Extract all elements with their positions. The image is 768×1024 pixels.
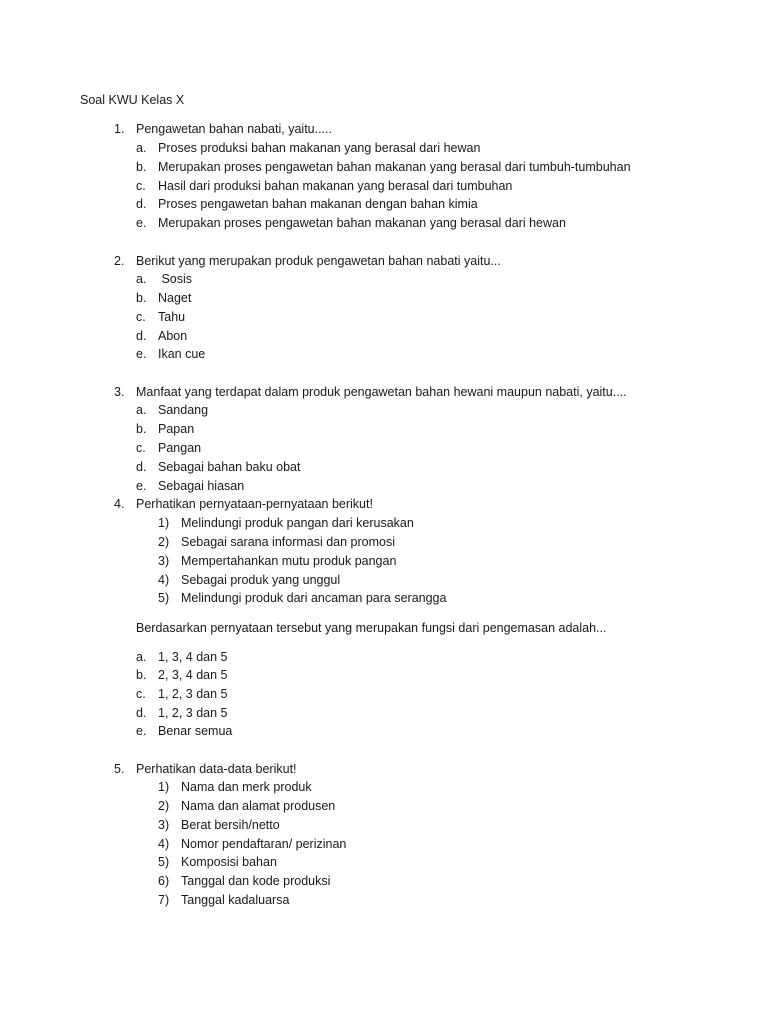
statement-text: Nama dan alamat produsen <box>181 799 336 813</box>
statement-label: 6) <box>158 874 170 888</box>
statement-label: 4) <box>158 573 170 587</box>
option-text: Hasil dari produksi bahan makanan yang berasal dari tumbuhan <box>158 179 513 193</box>
statement-text: Melindungi produk dari ancaman para serangga <box>181 591 447 605</box>
option-label: b. <box>136 291 147 305</box>
statement-label: 1) <box>158 780 170 794</box>
option-text: 1, 2, 3 dan 5 <box>158 687 228 701</box>
statement-label: 2) <box>158 799 170 813</box>
option-label: e. <box>136 347 147 361</box>
option-label: c. <box>136 441 146 455</box>
option-label: e. <box>136 216 147 230</box>
option-text: Merupakan proses pengawetan bahan makanan yang berasal dari tumbuh-tumbuhan <box>158 160 631 174</box>
document-title: Soal KWU Kelas X <box>80 93 185 107</box>
statement-label: 3) <box>158 554 170 568</box>
option-text: Proses produksi bahan makanan yang berasal dari hewan <box>158 141 481 155</box>
question-number: 5. <box>114 762 125 776</box>
question-number: 3. <box>114 385 125 399</box>
option-text: Naget <box>158 291 192 305</box>
option-text: Pangan <box>158 441 202 455</box>
option-label: a. <box>136 403 147 417</box>
option-label: a. <box>136 141 147 155</box>
option-label: d. <box>136 460 147 474</box>
statement-label: 7) <box>158 893 170 907</box>
question-text: Manfaat yang terdapat dalam produk pengawetan bahan hewani maupun nabati, yaitu.... <box>136 385 627 399</box>
statement-text: Sebagai produk yang unggul <box>181 573 341 587</box>
option-text: Ikan cue <box>158 347 206 361</box>
option-label: d. <box>136 329 147 343</box>
option-text: 1, 2, 3 dan 5 <box>158 706 228 720</box>
question-text: Perhatikan pernyataan-pernyataan berikut! <box>136 497 373 511</box>
option-label: a. <box>136 272 147 286</box>
statement-text: Melindungi produk pangan dari kerusakan <box>181 516 414 530</box>
option-label: b. <box>136 668 147 682</box>
option-text: Abon <box>158 329 188 343</box>
option-text: Merupakan proses pengawetan bahan makanan yang berasal dari hewan <box>158 216 566 230</box>
option-label: d. <box>136 706 147 720</box>
statement-text: Komposisi bahan <box>181 855 277 869</box>
option-text: Sebagai hiasan <box>158 479 245 493</box>
option-text: Benar semua <box>158 724 233 738</box>
option-text: Sosis <box>158 272 193 286</box>
question-text: Berikut yang merupakan produk pengawetan bahan nabati yaitu... <box>136 254 501 268</box>
option-label: e. <box>136 479 147 493</box>
question-text: Perhatikan data-data berikut! <box>136 762 297 776</box>
option-label: c. <box>136 310 146 324</box>
option-label: d. <box>136 197 147 211</box>
question-number: 4. <box>114 497 125 511</box>
option-label: a. <box>136 650 147 664</box>
option-label: c. <box>136 687 146 701</box>
statement-label: 3) <box>158 818 170 832</box>
statement-text: Tanggal dan kode produksi <box>181 874 331 888</box>
question-number: 2. <box>114 254 125 268</box>
question-number: 1. <box>114 122 125 136</box>
option-text: 2, 3, 4 dan 5 <box>158 668 228 682</box>
prompt-text: Berdasarkan pernyataan tersebut yang merupakan fungsi dari pengemasan adalah... <box>136 621 607 635</box>
statement-label: 5) <box>158 855 170 869</box>
statement-text: Berat bersih/netto <box>181 818 280 832</box>
option-label: b. <box>136 160 147 174</box>
option-text: Sandang <box>158 403 209 417</box>
statement-label: 2) <box>158 535 170 549</box>
option-text: Sebagai bahan baku obat <box>158 460 301 474</box>
statement-text: Nama dan merk produk <box>181 780 312 794</box>
statement-text: Nomor pendaftaran/ perizinan <box>181 837 347 851</box>
statement-text: Mempertahankan mutu produk pangan <box>181 554 397 568</box>
option-text: Tahu <box>158 310 186 324</box>
option-label: c. <box>136 179 146 193</box>
statement-label: 5) <box>158 591 170 605</box>
option-label: e. <box>136 724 147 738</box>
statement-label: 1) <box>158 516 170 530</box>
statement-text: Tanggal kadaluarsa <box>181 893 290 907</box>
option-text: Proses pengawetan bahan makanan dengan bahan kimia <box>158 197 478 211</box>
option-label: b. <box>136 422 147 436</box>
option-text: Papan <box>158 422 195 436</box>
question-text: Pengawetan bahan nabati, yaitu..... <box>136 122 332 136</box>
statement-label: 4) <box>158 837 170 851</box>
statement-text: Sebagai sarana informasi dan promosi <box>181 535 396 549</box>
option-text: 1, 3, 4 dan 5 <box>158 650 228 664</box>
